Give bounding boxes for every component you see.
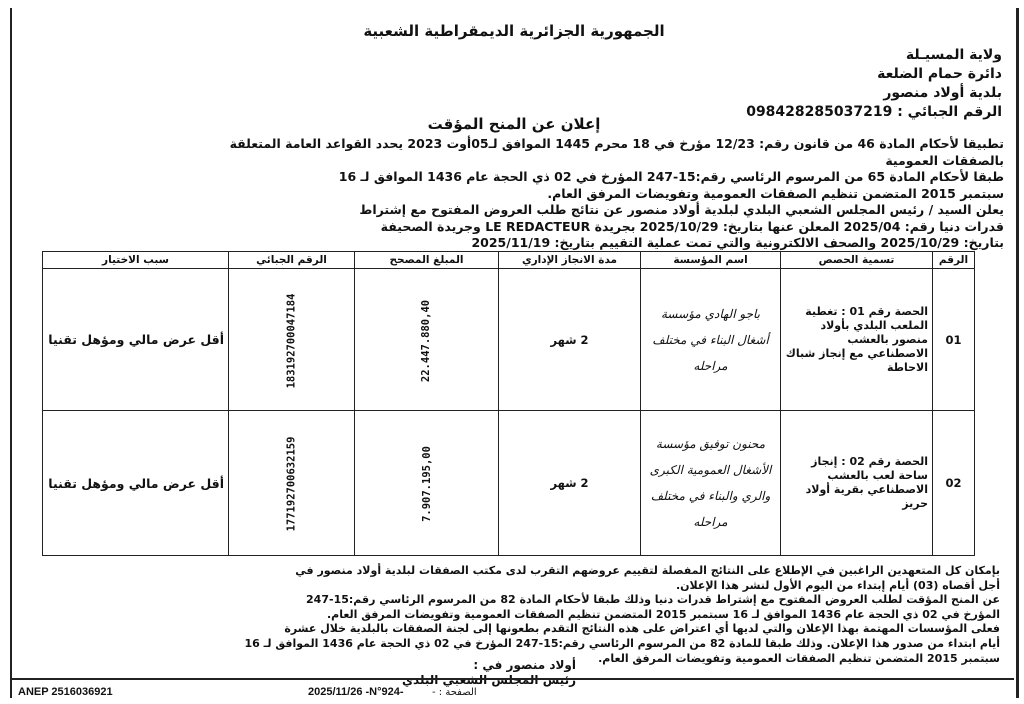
row-number: 01 (933, 269, 975, 411)
table-header-row (43, 252, 975, 269)
intro-line: بتاريخ: 2025/10/29 والصحف الالكترونية والتي تمت عملية التقييم بتاريخ: 2025/11/19 (471, 235, 1004, 250)
notice-page (10, 8, 1019, 698)
intro-line: يعلن السيد / رئيس المجلس الشعبي البلدي لبلدية أولاد منصور عن نتائج طلب العروض المفتوح مع إشتراط (359, 202, 1004, 217)
row-amount-cell (355, 269, 499, 411)
header-lot: تسمية الحصص (781, 252, 933, 269)
page-label: الصفحة : - (432, 687, 477, 698)
row-tax-id: 177192700632159 (285, 436, 298, 532)
row-number: 02 (933, 411, 975, 556)
row-tax-id-cell (229, 269, 355, 411)
footer-line: سبتمبر 2015 المتضمن تنظيم الصفقات العمومية وتفويضات المرفق العام. (598, 651, 1000, 665)
row-company: محنون توفيق مؤسسة الأشغال العمومية الكبرى والري والبناء في مختلف مراحله (641, 411, 781, 556)
edition-number: 2025/11/26 -N°924- (308, 686, 404, 698)
table-row (43, 269, 975, 411)
bottom-bar (10, 678, 1014, 700)
row-amount: 22.447.880,40 (420, 299, 433, 382)
footer-line: فعلى المؤسسات المهتمة بهذا الإعلان والتي لديها أي اعتراض على هذه النتائج التقدم بطعونها إلى لجنة الصفقات بالبلدية خلال عشرة (284, 622, 1000, 636)
row-lot: الحصة رقم 02 : إنجاز ساحة لعب بالعشب الاصطناعي بقرية أولاد حريز (781, 411, 933, 556)
row-reason: أقل عرض مالي ومؤهل تقنيا (43, 269, 229, 411)
footer-line: أيام ابتداء من صدور هذا الإعلان. وذلك طبقا للمادة 82 من المرسوم الرئاسي رقم:15-247 المؤرخ في 02 ذي الحجة عام 1436 الموافق لـ 16 (244, 636, 1000, 650)
row-tax-id: 183192700047184 (285, 293, 298, 389)
issuer-block (746, 46, 1002, 122)
footer-paragraph (28, 564, 1000, 666)
anep-number: ANEP 2516036921 (18, 686, 113, 698)
intro-paragraph (34, 136, 1004, 252)
row-amount: 7.907.195,00 (420, 446, 433, 523)
header-tax-id: الرقم الجبائي (229, 252, 355, 269)
row-lot: الحصة رقم 01 : تغطية الملعب البلدي بأولاد منصور بالعشب الاصطناعي مع إنجاز شباك الاحاطة (781, 269, 933, 411)
footer-line: بإمكان كل المتعهدين الراغبين في الإطلاع على النتائج المفصلة لتقييم عروضهم التقرب لدى مكتب الصفقات لبلدية أولاد منصور في (295, 564, 1000, 577)
header-number: الرقم (933, 252, 975, 269)
commune-line: بلدية أولاد منصور (883, 85, 1002, 101)
header-duration: مدة الانجاز الإداري (499, 252, 641, 269)
awards-table (42, 251, 975, 556)
table-row (43, 411, 975, 556)
wilaya-line: ولاية المسيـلة (905, 47, 1002, 63)
row-amount-cell (355, 411, 499, 556)
row-reason: أقل عرض مالي ومؤهل تقنيا (43, 411, 229, 556)
sign-title: رئيس المجلس الشعبي البلدي (402, 673, 576, 687)
notice-title: إعلان عن المنح المؤقت (427, 115, 601, 133)
intro-line: سبتمبر 2015 المتضمن تنظيم الصفقات العمومية وتفويضات المرفق العام. (547, 185, 1004, 201)
header-company: اسم المؤسسة (641, 252, 781, 269)
intro-line: تطبيقا لأحكام المادة 46 من قانون رقم: 12/23 مؤرخ في 18 محرم 1445 الموافق لـ05أوت 2023 يحدد القواعد العامة المتعلقة (229, 136, 1004, 151)
header-amount: المبلغ المصحح (355, 252, 499, 269)
footer-line: عن المنح المؤقت لطلب العروض المفتوح مع إشتراط قدرات دنيا وذلك طبقا لأحكام المادة 82 من المرسوم الرئاسي رقم:15-247 (306, 593, 1000, 607)
row-duration: 2 شهر (499, 411, 641, 556)
row-duration: 2 شهر (499, 269, 641, 411)
republic-heading: الجمهورية الجزائرية الديمقراطية الشعبية (363, 22, 665, 40)
intro-line: طبقا لأحكام المادة 65 من المرسوم الرئاسي رقم:15-247 المؤرخ في 02 ذي الحجة عام 1436 الموافق لـ 16 (338, 169, 1004, 184)
tax-id-line: الرقم الجبائي : 098428285037219 (746, 104, 1002, 120)
intro-line: قدرات دنيا رقم: 2025/04 المعلن عنها بتاريخ: 2025/10/29 بجريدة LE REDACTEUR وجريدة الصحيفة (380, 218, 1004, 234)
row-company: باجو الهادي مؤسسة أشغال البناء في مختلف مراحله (641, 269, 781, 411)
sign-place: أولاد منصور في : (473, 658, 576, 672)
row-tax-id-cell (229, 411, 355, 556)
intro-line: بالصفقات العمومية (885, 152, 1004, 168)
footer-line: أجل أقصاه (03) أيام إبتداء من اليوم الأول لنشر هذا الإعلان. (675, 578, 1000, 592)
footer-line: المؤرخ في 02 ذي الحجة عام 1436 الموافق لـ 16 سبتمبر 2015 المتضمن تنظيم الصفقات العمومية وتفويضات المرفق العام. (326, 607, 1000, 621)
daira-line: دائرة حمام الضلعة (877, 66, 1002, 82)
header-reason: سبب الاختيار (43, 252, 229, 269)
